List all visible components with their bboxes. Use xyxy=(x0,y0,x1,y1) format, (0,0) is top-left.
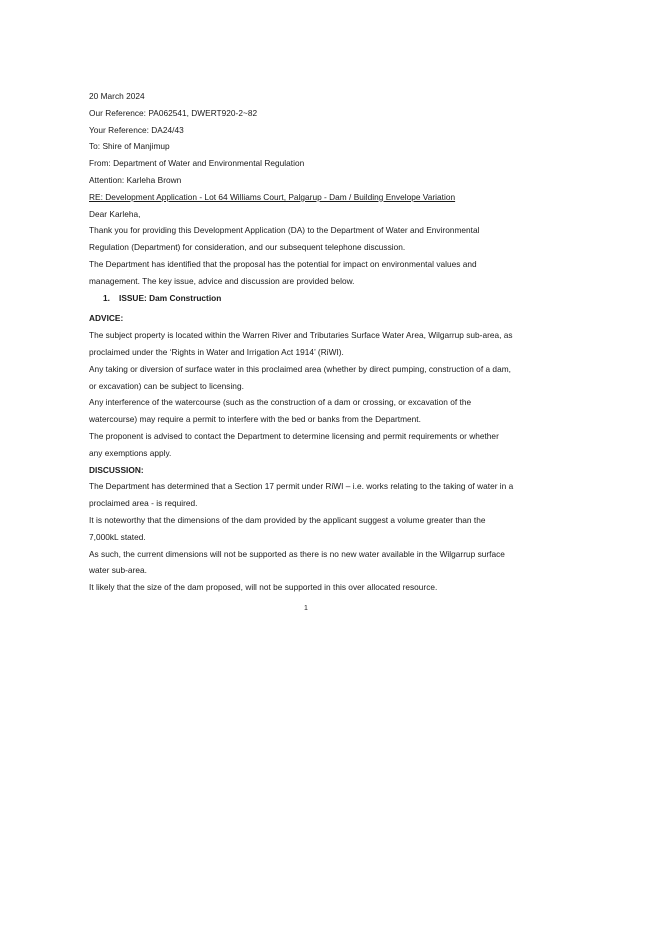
intro-line: Thank you for providing this Development Application (DA) to the Department of Water and Environmental xyxy=(89,225,480,236)
advice-line: watercourse) may require a permit to interfere with the bed or banks from the Department. xyxy=(89,414,421,425)
discussion-line: The Department has determined that a Section 17 permit under RiWI – i.e. works relating to the taking of water in a xyxy=(89,481,514,492)
page-number: 1 xyxy=(304,605,308,612)
salutation: Dear Karleha, xyxy=(89,208,141,219)
discussion-line: It is noteworthy that the dimensions of the dam provided by the applicant suggest a volume greater than the xyxy=(89,514,486,525)
advice-line: The proponent is advised to contact the Department to determine licensing and permit requirements or whether xyxy=(89,430,499,441)
recipient: To: Shire of Manjimup xyxy=(89,141,170,152)
advice-line: any exemptions apply. xyxy=(89,447,172,458)
advice-line: proclaimed under the ‘Rights in Water and Irrigation Act 1914’ (RiWI). xyxy=(89,346,344,357)
discussion-line: 7,000kL stated. xyxy=(89,531,146,542)
discussion-line: As such, the current dimensions will not be supported as there is no new water available in the Wilgarrup surface xyxy=(89,548,505,559)
letter-body xyxy=(89,88,539,596)
advice-line: or excavation) can be subject to licensing. xyxy=(89,380,244,391)
subject-line: RE: Development Application - Lot 64 Williams Court, Palgarup - Dam / Building Envelope Variation xyxy=(89,191,456,202)
advice-line: Any taking or diversion of surface water in this proclaimed area (whether by direct pumping, construction of a dam, xyxy=(89,363,511,374)
discussion-line: It likely that the size of the dam proposed, will not be supported in this over allocated resource. xyxy=(89,582,438,593)
letter-date: 20 March 2024 xyxy=(89,91,145,101)
intro-line: The Department has identified that the proposal has the potential for impact on environmental values and xyxy=(89,258,477,269)
discussion-line: water sub-area. xyxy=(89,565,147,576)
advice-heading: ADVICE: xyxy=(89,313,124,324)
intro-line: management. The key issue, advice and discussion are provided below. xyxy=(89,275,355,286)
attention-line: Attention: Karleha Brown xyxy=(89,174,182,185)
intro-line: Regulation (Department) for consideration, and our subsequent telephone discussion. xyxy=(89,242,406,253)
issue-heading xyxy=(89,290,539,307)
sender: From: Department of Water and Environmental Regulation xyxy=(89,158,305,169)
discussion-heading: DISCUSSION: xyxy=(89,464,144,475)
advice-line: Any interference of the watercourse (such as the construction of a dam or crossing, or excavation of the xyxy=(89,397,472,408)
issue-title: ISSUE: Dam Construction xyxy=(119,292,222,303)
advice-line: The subject property is located within the Warren River and Tributaries Surface Water Area, Wilgarrup sub-area, as xyxy=(89,330,513,341)
your-reference: Your Reference: DA24/43 xyxy=(89,124,184,135)
issue-number: 1. xyxy=(103,292,110,303)
our-reference: Our Reference: PA062541, DWERT920-2~82 xyxy=(89,107,258,118)
discussion-line: proclaimed area - is required. xyxy=(89,498,198,509)
